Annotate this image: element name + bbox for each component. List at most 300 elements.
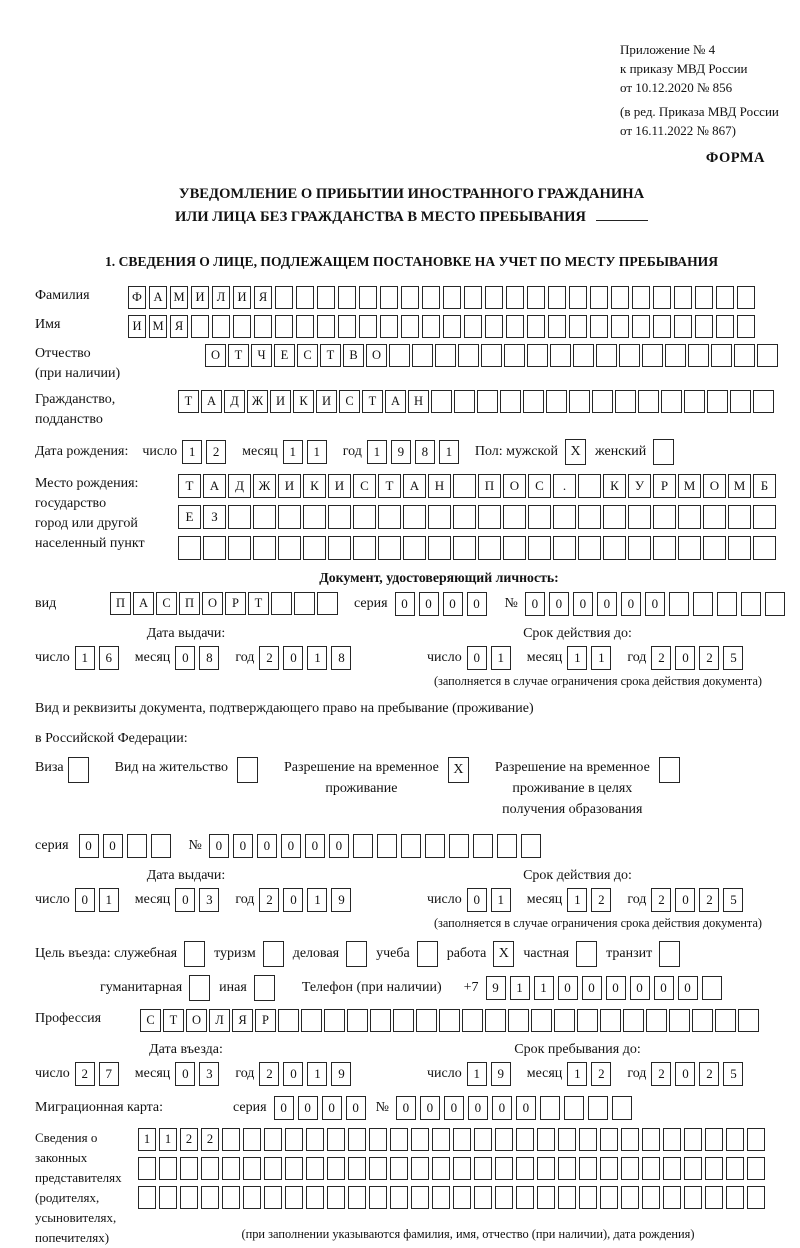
char-box[interactable] [747, 1128, 765, 1151]
digit-box[interactable]: 6 [99, 646, 119, 670]
char-box[interactable]: И [278, 474, 301, 498]
char-box[interactable]: К [293, 390, 314, 413]
char-box[interactable] [590, 286, 608, 309]
char-box[interactable]: 0 [654, 976, 674, 1000]
digit-box[interactable]: 3 [199, 1062, 219, 1086]
char-box[interactable]: М [728, 474, 751, 498]
char-box[interactable]: Ж [247, 390, 268, 413]
char-box[interactable] [506, 286, 524, 309]
char-box[interactable] [653, 536, 676, 560]
char-box[interactable] [359, 286, 377, 309]
char-box[interactable] [726, 1186, 744, 1209]
char-box[interactable] [692, 1009, 713, 1032]
char-box[interactable] [653, 315, 671, 338]
purpose-study-checkbox[interactable] [417, 941, 438, 967]
char-box[interactable]: 1 [138, 1128, 156, 1151]
char-box[interactable]: С [297, 344, 318, 367]
char-box[interactable] [474, 1186, 492, 1209]
char-box[interactable] [642, 1157, 660, 1180]
char-box[interactable] [693, 592, 713, 616]
sex-male-checkbox[interactable]: X [565, 439, 586, 465]
char-box[interactable] [737, 286, 755, 309]
char-box[interactable] [317, 592, 338, 615]
char-box[interactable] [611, 286, 629, 309]
char-box[interactable] [716, 315, 734, 338]
char-box[interactable] [553, 505, 576, 529]
char-box[interactable] [411, 1128, 429, 1151]
char-box[interactable] [504, 344, 525, 367]
char-box[interactable] [243, 1186, 261, 1209]
digit-box[interactable]: 1 [567, 646, 587, 670]
char-box[interactable] [453, 1186, 471, 1209]
char-box[interactable] [478, 505, 501, 529]
char-box[interactable] [159, 1157, 177, 1180]
char-box[interactable] [151, 834, 171, 858]
char-box[interactable] [596, 344, 617, 367]
char-box[interactable] [753, 505, 776, 529]
char-box[interactable] [403, 536, 426, 560]
char-box[interactable]: 0 [621, 592, 641, 616]
char-box[interactable] [338, 286, 356, 309]
char-box[interactable] [422, 286, 440, 309]
char-box[interactable]: А [403, 474, 426, 498]
purpose-private-checkbox[interactable] [576, 941, 597, 967]
char-box[interactable] [537, 1186, 555, 1209]
char-box[interactable] [503, 505, 526, 529]
char-box[interactable] [527, 286, 545, 309]
char-box[interactable] [401, 286, 419, 309]
char-box[interactable] [702, 976, 722, 1000]
digit-box[interactable]: 0 [467, 646, 487, 670]
char-box[interactable]: 0 [597, 592, 617, 616]
char-box[interactable] [540, 1096, 560, 1120]
purpose-humanitarian-checkbox[interactable] [189, 975, 210, 1001]
char-box[interactable] [353, 505, 376, 529]
char-box[interactable] [485, 1009, 506, 1032]
purpose-official-checkbox[interactable] [184, 941, 205, 967]
char-box[interactable]: 1 [510, 976, 530, 1000]
char-box[interactable] [243, 1128, 261, 1151]
digit-box[interactable]: 8 [415, 440, 435, 464]
char-box[interactable] [548, 286, 566, 309]
char-box[interactable] [338, 315, 356, 338]
char-box[interactable]: 2 [201, 1128, 219, 1151]
char-box[interactable]: 0 [549, 592, 569, 616]
char-box[interactable]: С [528, 474, 551, 498]
char-box[interactable]: 0 [395, 592, 415, 616]
char-box[interactable]: 0 [443, 592, 463, 616]
char-box[interactable] [443, 315, 461, 338]
char-box[interactable] [212, 315, 230, 338]
char-box[interactable] [663, 1157, 681, 1180]
char-box[interactable]: 0 [233, 834, 253, 858]
digit-box[interactable]: 1 [567, 888, 587, 912]
char-box[interactable] [449, 834, 469, 858]
char-box[interactable]: 0 [606, 976, 626, 1000]
char-box[interactable]: Е [178, 505, 201, 529]
char-box[interactable] [243, 1157, 261, 1180]
char-box[interactable] [348, 1186, 366, 1209]
char-box[interactable] [485, 315, 503, 338]
digit-box[interactable]: 2 [591, 888, 611, 912]
char-box[interactable] [684, 1186, 702, 1209]
char-box[interactable]: 0 [582, 976, 602, 1000]
char-box[interactable] [646, 1009, 667, 1032]
digit-box[interactable]: 2 [591, 1062, 611, 1086]
char-box[interactable] [228, 505, 251, 529]
digit-box[interactable]: 1 [367, 440, 387, 464]
char-box[interactable] [303, 536, 326, 560]
char-box[interactable]: 0 [573, 592, 593, 616]
char-box[interactable]: 0 [79, 834, 99, 858]
char-box[interactable] [412, 344, 433, 367]
char-box[interactable] [453, 1128, 471, 1151]
char-box[interactable] [569, 390, 590, 413]
char-box[interactable]: И [270, 390, 291, 413]
char-box[interactable]: Л [212, 286, 230, 309]
char-box[interactable] [619, 344, 640, 367]
purpose-business-checkbox[interactable] [346, 941, 367, 967]
char-box[interactable] [432, 1128, 450, 1151]
digit-box[interactable]: 0 [283, 1062, 303, 1086]
char-box[interactable] [432, 1157, 450, 1180]
char-box[interactable] [516, 1157, 534, 1180]
char-box[interactable] [222, 1186, 240, 1209]
char-box[interactable]: Т [362, 390, 383, 413]
char-box[interactable] [528, 505, 551, 529]
char-box[interactable]: 0 [103, 834, 123, 858]
char-box[interactable] [537, 1128, 555, 1151]
digit-box[interactable]: 7 [99, 1062, 119, 1086]
char-box[interactable]: 0 [678, 976, 698, 1000]
char-box[interactable] [573, 344, 594, 367]
char-box[interactable]: Ф [128, 286, 146, 309]
char-box[interactable] [615, 390, 636, 413]
char-box[interactable]: 0 [630, 976, 650, 1000]
digit-box[interactable]: 5 [723, 646, 743, 670]
char-box[interactable]: 1 [534, 976, 554, 1000]
char-box[interactable] [705, 1128, 723, 1151]
char-box[interactable] [301, 1009, 322, 1032]
char-box[interactable]: А [203, 474, 226, 498]
char-box[interactable] [578, 536, 601, 560]
char-box[interactable]: П [179, 592, 200, 615]
char-box[interactable]: 0 [645, 592, 665, 616]
char-box[interactable] [271, 592, 292, 615]
char-box[interactable] [390, 1186, 408, 1209]
char-box[interactable] [377, 834, 397, 858]
char-box[interactable]: 0 [322, 1096, 342, 1120]
char-box[interactable] [600, 1157, 618, 1180]
char-box[interactable] [127, 834, 147, 858]
char-box[interactable]: М [170, 286, 188, 309]
char-box[interactable] [728, 505, 751, 529]
char-box[interactable] [233, 315, 251, 338]
char-box[interactable] [705, 1186, 723, 1209]
char-box[interactable] [669, 592, 689, 616]
char-box[interactable] [285, 1128, 303, 1151]
purpose-work-checkbox[interactable]: X [493, 941, 514, 967]
digit-box[interactable]: 1 [567, 1062, 587, 1086]
char-box[interactable]: Т [178, 474, 201, 498]
digit-box[interactable]: 0 [75, 888, 95, 912]
digit-box[interactable]: 1 [491, 646, 511, 670]
char-box[interactable]: 0 [281, 834, 301, 858]
digit-box[interactable]: 9 [331, 1062, 351, 1086]
char-box[interactable] [632, 315, 650, 338]
char-box[interactable] [684, 390, 705, 413]
visa-checkbox[interactable] [68, 757, 89, 783]
char-box[interactable]: 0 [420, 1096, 440, 1120]
char-box[interactable] [369, 1186, 387, 1209]
char-box[interactable] [717, 592, 737, 616]
char-box[interactable] [264, 1157, 282, 1180]
char-box[interactable]: 0 [396, 1096, 416, 1120]
residence-permit-checkbox[interactable] [237, 757, 258, 783]
char-box[interactable] [348, 1128, 366, 1151]
digit-box[interactable]: 1 [439, 440, 459, 464]
char-box[interactable] [674, 315, 692, 338]
char-box[interactable]: Т [163, 1009, 184, 1032]
digit-box[interactable]: 0 [675, 1062, 695, 1086]
digit-box[interactable]: 0 [675, 646, 695, 670]
char-box[interactable] [389, 344, 410, 367]
char-box[interactable] [296, 315, 314, 338]
digit-box[interactable]: 1 [307, 1062, 327, 1086]
char-box[interactable] [443, 286, 461, 309]
char-box[interactable] [428, 505, 451, 529]
char-box[interactable] [378, 536, 401, 560]
char-box[interactable] [464, 315, 482, 338]
digit-box[interactable]: 1 [99, 888, 119, 912]
char-box[interactable] [477, 390, 498, 413]
char-box[interactable]: 0 [346, 1096, 366, 1120]
char-box[interactable] [642, 1128, 660, 1151]
char-box[interactable] [222, 1128, 240, 1151]
digit-box[interactable]: 0 [283, 646, 303, 670]
digit-box[interactable]: 2 [651, 888, 671, 912]
char-box[interactable] [703, 505, 726, 529]
sex-female-checkbox[interactable] [653, 439, 674, 465]
char-box[interactable] [678, 505, 701, 529]
char-box[interactable]: Д [224, 390, 245, 413]
char-box[interactable] [578, 505, 601, 529]
char-box[interactable] [684, 1157, 702, 1180]
char-box[interactable] [138, 1186, 156, 1209]
char-box[interactable]: С [353, 474, 376, 498]
digit-box[interactable]: 1 [307, 440, 327, 464]
char-box[interactable]: 0 [516, 1096, 536, 1120]
char-box[interactable] [159, 1186, 177, 1209]
char-box[interactable]: И [128, 315, 146, 338]
char-box[interactable]: Т [378, 474, 401, 498]
purpose-tourism-checkbox[interactable] [263, 941, 284, 967]
char-box[interactable] [222, 1157, 240, 1180]
char-box[interactable] [285, 1186, 303, 1209]
char-box[interactable] [665, 344, 686, 367]
char-box[interactable]: Т [228, 344, 249, 367]
char-box[interactable]: Т [178, 390, 199, 413]
char-box[interactable] [462, 1009, 483, 1032]
char-box[interactable] [715, 1009, 736, 1032]
char-box[interactable] [558, 1128, 576, 1151]
digit-box[interactable]: 0 [467, 888, 487, 912]
char-box[interactable] [328, 505, 351, 529]
char-box[interactable] [359, 315, 377, 338]
char-box[interactable]: Р [225, 592, 246, 615]
digit-box[interactable]: 2 [699, 888, 719, 912]
char-box[interactable]: А [201, 390, 222, 413]
digit-box[interactable]: 0 [175, 1062, 195, 1086]
char-box[interactable]: О [703, 474, 726, 498]
char-box[interactable] [416, 1009, 437, 1032]
char-box[interactable] [642, 344, 663, 367]
char-box[interactable]: О [202, 592, 223, 615]
digit-box[interactable]: 2 [651, 1062, 671, 1086]
char-box[interactable] [453, 1157, 471, 1180]
char-box[interactable] [603, 505, 626, 529]
char-box[interactable] [275, 315, 293, 338]
char-box[interactable]: 0 [558, 976, 578, 1000]
digit-box[interactable]: 2 [259, 888, 279, 912]
rvp-checkbox[interactable]: X [448, 757, 469, 783]
char-box[interactable] [347, 1009, 368, 1032]
char-box[interactable] [253, 505, 276, 529]
char-box[interactable] [327, 1128, 345, 1151]
char-box[interactable] [661, 390, 682, 413]
char-box[interactable] [684, 1128, 702, 1151]
char-box[interactable] [569, 315, 587, 338]
char-box[interactable] [527, 315, 545, 338]
char-box[interactable] [180, 1186, 198, 1209]
char-box[interactable]: М [678, 474, 701, 498]
char-box[interactable] [296, 286, 314, 309]
digit-box[interactable]: 9 [331, 888, 351, 912]
char-box[interactable] [453, 536, 476, 560]
char-box[interactable]: К [603, 474, 626, 498]
char-box[interactable]: А [133, 592, 154, 615]
char-box[interactable] [600, 1128, 618, 1151]
digit-box[interactable]: 2 [259, 1062, 279, 1086]
purpose-other-checkbox[interactable] [254, 975, 275, 1001]
char-box[interactable]: И [233, 286, 251, 309]
char-box[interactable]: Д [228, 474, 251, 498]
char-box[interactable] [730, 390, 751, 413]
digit-box[interactable]: 2 [651, 646, 671, 670]
char-box[interactable] [503, 536, 526, 560]
char-box[interactable] [411, 1186, 429, 1209]
char-box[interactable] [516, 1128, 534, 1151]
char-box[interactable] [495, 1186, 513, 1209]
char-box[interactable]: 0 [468, 1096, 488, 1120]
char-box[interactable] [554, 1009, 575, 1032]
char-box[interactable] [253, 536, 276, 560]
char-box[interactable] [500, 390, 521, 413]
char-box[interactable] [734, 344, 755, 367]
char-box[interactable]: 0 [257, 834, 277, 858]
char-box[interactable]: З [203, 505, 226, 529]
char-box[interactable]: К [303, 474, 326, 498]
char-box[interactable] [403, 505, 426, 529]
char-box[interactable] [558, 1157, 576, 1180]
digit-box[interactable]: 1 [491, 888, 511, 912]
char-box[interactable] [378, 505, 401, 529]
char-box[interactable]: 0 [305, 834, 325, 858]
char-box[interactable] [380, 286, 398, 309]
char-box[interactable] [579, 1128, 597, 1151]
char-box[interactable] [638, 390, 659, 413]
char-box[interactable]: П [478, 474, 501, 498]
char-box[interactable] [178, 536, 201, 560]
char-box[interactable] [578, 474, 601, 498]
char-box[interactable] [628, 536, 651, 560]
char-box[interactable]: А [149, 286, 167, 309]
char-box[interactable]: 0 [525, 592, 545, 616]
char-box[interactable] [669, 1009, 690, 1032]
char-box[interactable] [317, 315, 335, 338]
char-box[interactable]: О [205, 344, 226, 367]
char-box[interactable] [324, 1009, 345, 1032]
digit-box[interactable]: 0 [283, 888, 303, 912]
char-box[interactable] [558, 1186, 576, 1209]
char-box[interactable]: А [385, 390, 406, 413]
char-box[interactable] [369, 1157, 387, 1180]
char-box[interactable] [303, 505, 326, 529]
char-box[interactable]: 0 [419, 592, 439, 616]
char-box[interactable]: М [149, 315, 167, 338]
char-box[interactable] [711, 344, 732, 367]
char-box[interactable] [628, 505, 651, 529]
char-box[interactable] [431, 390, 452, 413]
char-box[interactable] [546, 390, 567, 413]
char-box[interactable]: Л [209, 1009, 230, 1032]
char-box[interactable]: 0 [298, 1096, 318, 1120]
char-box[interactable]: 0 [274, 1096, 294, 1120]
digit-box[interactable]: 1 [307, 888, 327, 912]
char-box[interactable] [180, 1157, 198, 1180]
char-box[interactable] [393, 1009, 414, 1032]
char-box[interactable] [747, 1157, 765, 1180]
char-box[interactable] [611, 315, 629, 338]
digit-box[interactable]: 9 [491, 1062, 511, 1086]
char-box[interactable] [425, 834, 445, 858]
char-box[interactable]: Т [248, 592, 269, 615]
char-box[interactable]: 0 [329, 834, 349, 858]
char-box[interactable] [278, 536, 301, 560]
char-box[interactable] [695, 315, 713, 338]
char-box[interactable] [753, 390, 774, 413]
char-box[interactable] [663, 1128, 681, 1151]
char-box[interactable] [621, 1186, 639, 1209]
char-box[interactable] [278, 1009, 299, 1032]
digit-box[interactable]: 1 [283, 440, 303, 464]
char-box[interactable] [590, 315, 608, 338]
char-box[interactable] [612, 1096, 632, 1120]
char-box[interactable] [453, 474, 476, 498]
char-box[interactable]: С [339, 390, 360, 413]
char-box[interactable] [688, 344, 709, 367]
char-box[interactable] [495, 1128, 513, 1151]
digit-box[interactable]: 2 [75, 1062, 95, 1086]
char-box[interactable]: П [110, 592, 131, 615]
char-box[interactable]: 1 [159, 1128, 177, 1151]
char-box[interactable] [579, 1157, 597, 1180]
char-box[interactable] [600, 1186, 618, 1209]
char-box[interactable] [747, 1186, 765, 1209]
char-box[interactable]: Р [255, 1009, 276, 1032]
char-box[interactable] [569, 286, 587, 309]
char-box[interactable]: Е [274, 344, 295, 367]
